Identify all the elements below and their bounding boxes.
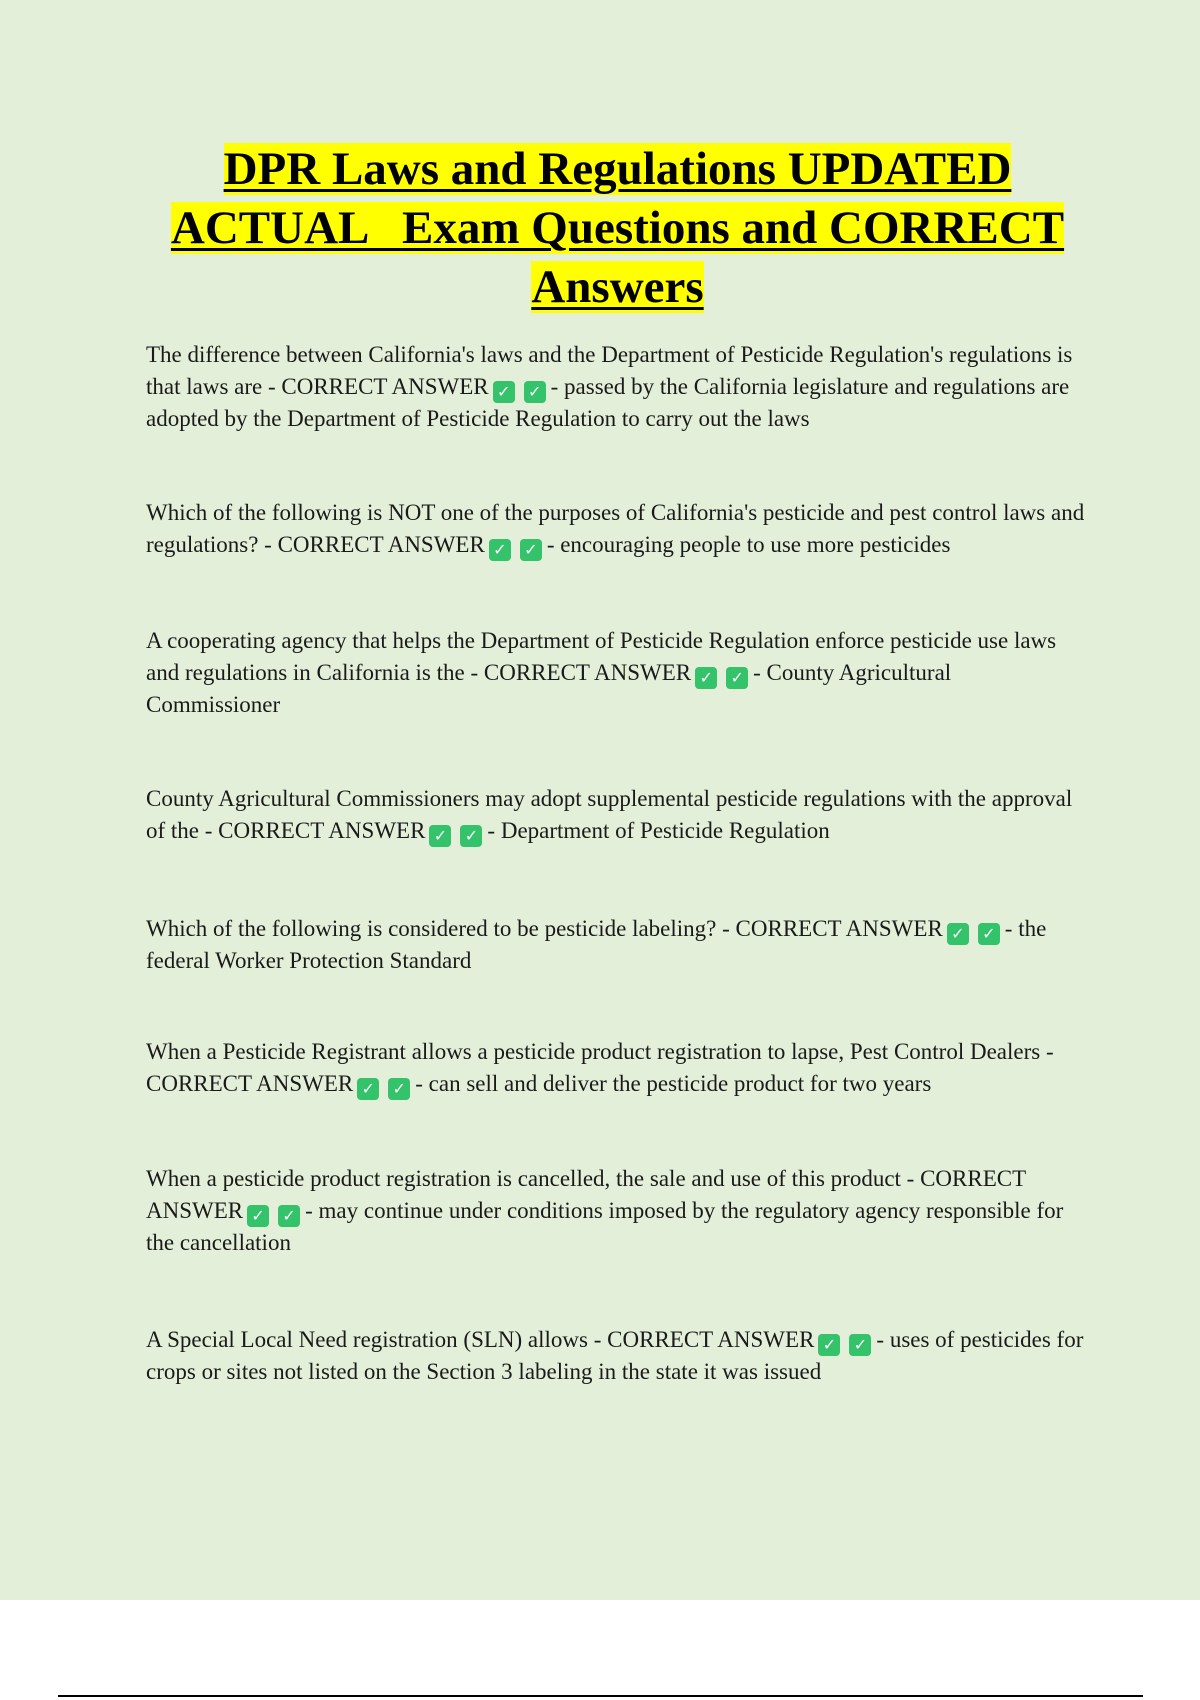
check-mark-icon: ✓ <box>947 923 969 945</box>
correct-answer-label-part2: ANSWER <box>146 1198 244 1223</box>
correct-answer-label: - CORRECT ANSWER <box>722 916 943 941</box>
check-mark-icon: ✓ <box>493 381 515 403</box>
answer-text: - Department of Pesticide Regulation <box>487 818 830 843</box>
check-mark-icon: ✓ <box>388 1078 410 1100</box>
qa-item-5 <box>146 913 1091 977</box>
answer-text: - passed by the California legislature and regulations are adopted by the Department of Pesticide Regulation to carry out the laws <box>146 374 1070 431</box>
qa-item-6 <box>146 1036 1091 1100</box>
qa-item-8 <box>146 1324 1091 1388</box>
correct-answer-label: - CORRECT ANSWER <box>593 1327 815 1352</box>
correct-answer-label: - CORRECT ANSWER <box>267 374 489 399</box>
answer-text: - County Agricultural Commissioner <box>146 660 952 717</box>
check-mark-icon: ✓ <box>429 825 451 847</box>
title-line-2: ACTUAL Exam Questions and CORRECT <box>170 202 1065 254</box>
document-title <box>140 140 1095 317</box>
question-text: A cooperating agency that helps the Department of Pesticide Regulation enforce pesticide use laws and regulations in California is the <box>146 628 1057 685</box>
check-mark-icon: ✓ <box>278 1205 300 1227</box>
check-mark-icon: ✓ <box>357 1078 379 1100</box>
check-mark-icon: ✓ <box>247 1205 269 1227</box>
question-text: Which of the following is NOT one of the purposes of California's pesticide and pest control laws and regulations? <box>146 500 1085 557</box>
correct-answer-label: - CORRECT ANSWER <box>204 818 426 843</box>
footer-divider <box>58 1695 1143 1697</box>
correct-answer-label: - CORRECT ANSWER <box>146 1039 1054 1096</box>
answer-text: - uses of pesticides for crops or sites not listed on the Section 3 labeling in the state it was issued <box>146 1327 1084 1384</box>
qa-item-2 <box>146 497 1091 561</box>
title-line-1: DPR Laws and Regulations UPDATED <box>223 143 1012 195</box>
qa-item-1 <box>146 339 1091 435</box>
check-mark-icon: ✓ <box>520 539 542 561</box>
correct-answer-label-part1: - CORRECT <box>906 1166 1027 1191</box>
correct-answer-label: - CORRECT ANSWER <box>470 660 692 685</box>
check-mark-icon: ✓ <box>849 1334 871 1356</box>
check-mark-icon: ✓ <box>978 923 1000 945</box>
answer-text: - the federal Worker Protection Standard <box>146 916 1047 973</box>
title-line-3: Answers <box>531 261 704 313</box>
answer-text: - can sell and deliver the pesticide product for two years <box>415 1071 932 1096</box>
correct-answer-label: - CORRECT ANSWER <box>264 532 485 557</box>
question-text: County Agricultural Commissioners may adopt supplemental pesticide regulations with the approval of the <box>146 786 1073 843</box>
question-text: When a pesticide product registration is cancelled, the sale and use of this product <box>146 1166 901 1191</box>
qa-item-3 <box>146 625 1091 721</box>
question-text: Which of the following is considered to be pesticide labeling? <box>146 916 717 941</box>
answer-text: - encouraging people to use more pesticides <box>546 532 951 557</box>
check-mark-icon: ✓ <box>695 667 717 689</box>
answer-text: - may continue under conditions imposed by the regulatory agency responsible for the cancellation <box>146 1198 1064 1255</box>
qa-item-4 <box>146 783 1091 847</box>
question-text: When a Pesticide Registrant allows a pesticide product registration to lapse, Pest Control Dealers <box>146 1039 1041 1064</box>
check-mark-icon: ✓ <box>726 667 748 689</box>
check-mark-icon: ✓ <box>460 825 482 847</box>
check-mark-icon: ✓ <box>489 539 511 561</box>
question-text: The difference between California's laws and the Department of Pesticide Regulation's regulations is that laws are <box>146 342 1073 399</box>
qa-item-7 <box>146 1163 1091 1259</box>
question-text: A Special Local Need registration (SLN) allows <box>146 1327 588 1352</box>
check-mark-icon: ✓ <box>524 381 546 403</box>
check-mark-icon: ✓ <box>818 1334 840 1356</box>
